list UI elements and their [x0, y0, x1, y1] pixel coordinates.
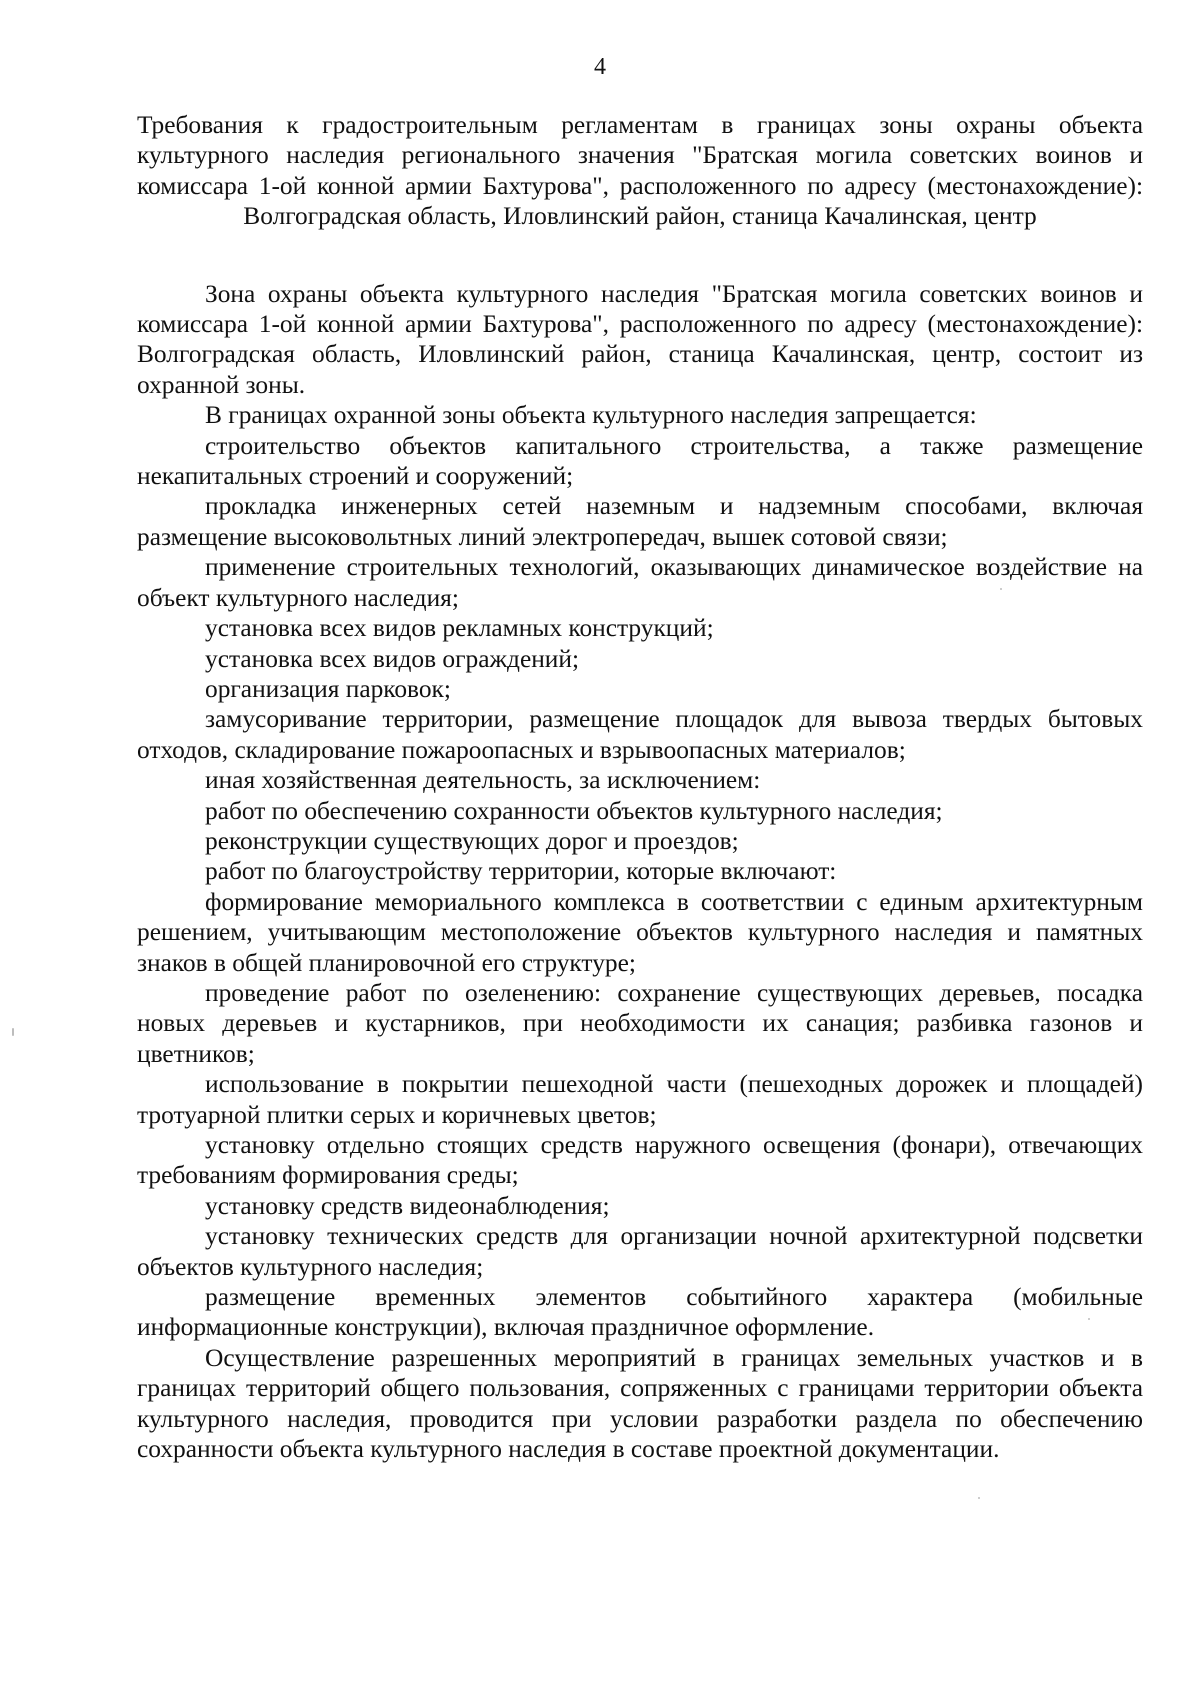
body-paragraph: установку отдельно стоящих средств наружного освещения (фонари), отвечающих требованиям формирования среды; [137, 1131, 1143, 1190]
document-body [137, 110, 1143, 1464]
body-paragraph: организация парковок; [205, 674, 451, 703]
body-paragraph: проведение работ по озеленению: сохранение существующих деревьев, посадка новых деревьев и кустарников, при необходимости их санация; разбивка газонов и цветников; [137, 978, 1143, 1068]
scan-speck [978, 1497, 980, 1499]
body-paragraph: В границах охранной зоны объекта культурного наследия запрещается: [205, 401, 977, 430]
body-paragraph: размещение временных элементов событийного характера (мобильные информационные конструкции), включая праздничное оформление. [137, 1283, 1143, 1342]
body-paragraph: Зона охраны объекта культурного наследия "Братская могила советских воинов и комиссара 1-ой конной армии Бахтурова", расположенного по адресу (местонахождение): Волгоградская область, Иловлинский район, станица Качалинская, центр, состоит из охранной зоны. [137, 279, 1143, 399]
heading-spacer [137, 232, 1143, 279]
body-paragraph: работ по благоустройству территории, которые включают: [205, 857, 837, 886]
scan-speck [12, 1028, 14, 1036]
body-paragraph: иная хозяйственная деятельность, за исключением: [205, 766, 761, 795]
body-paragraph: работ по обеспечению сохранности объектов культурного наследия; [205, 796, 943, 825]
body-paragraph: установка всех видов рекламных конструкций; [205, 614, 714, 643]
paragraph-list [137, 279, 1143, 1465]
body-paragraph: установка всех видов ограждений; [205, 644, 580, 673]
page-number: 4 [594, 54, 606, 80]
body-paragraph: реконструкции существующих дорог и проездов; [205, 826, 739, 855]
body-paragraph: установку средств видеонаблюдения; [205, 1191, 610, 1220]
body-paragraph: применение строительных технологий, оказывающих динамическое воздействие на объект культурного наследия; [137, 553, 1143, 612]
body-paragraph: прокладка инженерных сетей наземным и надземным способами, включая размещение высоковольтных линий электропередач, вышек сотовой связи; [137, 492, 1143, 551]
body-paragraph: строительство объектов капитального строительства, а также размещение некапитальных строений и сооружений; [137, 431, 1143, 491]
document-heading: Требования к градостроительным регламентам в границах зоны охраны объекта культурного наследия регионального значения "Братская могила советских воинов и комиссара 1-ой конной армии Бахтурова", расположенного по адресу (местонахождение): Волгоградская область, Иловлинский район, станица Качалинская, центр [137, 111, 1143, 231]
body-paragraph: установку технических средств для организации ночной архитектурной подсветки объектов культурного наследия; [137, 1222, 1143, 1281]
body-paragraph: использование в покрытии пешеходной части (пешеходных дорожек и площадей) тротуарной плитки серых и коричневых цветов; [137, 1070, 1143, 1129]
scan-speck [1088, 1318, 1090, 1320]
body-paragraph: замусоривание территории, размещение площадок для вывоза твердых бытовых отходов, складирование пожароопасных и взрывоопасных материалов; [137, 705, 1143, 764]
scan-speck [1000, 588, 1002, 590]
body-paragraph: Осуществление разрешенных мероприятий в границах земельных участков и в границах территорий общего пользования, сопряженных с границами территории объекта культурного наследия, проводится при условии разработки раздела по обеспечению сохранности объекта культурного наследия в составе проектной документации. [137, 1343, 1143, 1464]
body-paragraph: формирование мемориального комплекса в соответствии с единым архитектурным решением, учитывающим местоположение объектов культурного наследия и памятных знаков в общей планировочной его структуре; [137, 887, 1143, 977]
